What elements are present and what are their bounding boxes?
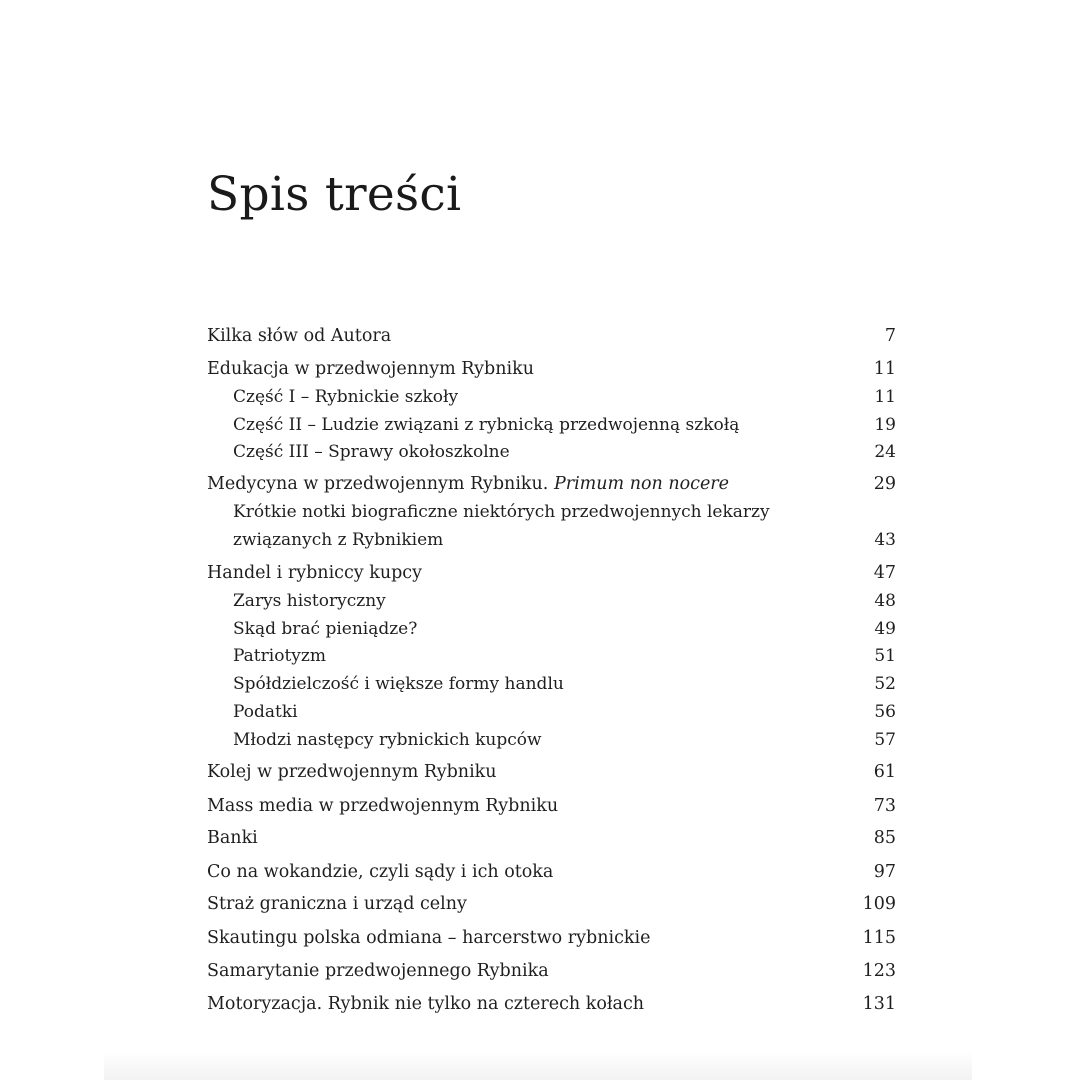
toc-entry-title: Część III – Sprawy okołoszkolne (233, 442, 510, 462)
toc-entry-title: Edukacja w przedwojennym Rybniku (207, 359, 534, 379)
toc-entry-page: 51 (874, 646, 896, 666)
toc-entry-page: 48 (874, 591, 896, 611)
toc-entry (207, 957, 896, 985)
toc-entry (207, 559, 896, 587)
toc-entry-title: Zarys historyczny (233, 591, 386, 611)
toc-entry-title: Straż graniczna i urząd celny (207, 894, 467, 914)
toc-entry-title: Krótkie notki biograficzne niektórych przedwojennych lekarzy (233, 502, 770, 522)
toc-entry-title: związanych z Rybnikiem (233, 530, 444, 550)
toc-subentry (233, 726, 896, 754)
page-bottom-shadow (104, 1052, 972, 1080)
toc-entry-title: Banki (207, 828, 258, 848)
toc-entry-title: Motoryzacja. Rybnik nie tylko na czterech kołach (207, 994, 645, 1014)
toc-entry-page: 97 (873, 862, 896, 882)
toc-entry-page: 61 (873, 762, 896, 782)
toc-entry-page: 49 (874, 619, 896, 639)
toc-subentry (233, 383, 896, 411)
toc-subentry (233, 411, 896, 439)
toc-entry (207, 924, 896, 952)
toc-entry-page: 11 (874, 387, 896, 407)
toc-subentry (233, 615, 896, 643)
toc-entry (207, 322, 896, 350)
toc-subentry (233, 526, 896, 554)
toc-entry (207, 858, 896, 886)
toc-entry-page: 73 (873, 796, 896, 816)
toc-subentry (233, 670, 896, 698)
toc-entry-page: 131 (862, 994, 896, 1014)
toc-entry-title-regular: Medycyna w przedwojennym Rybniku. (207, 474, 549, 494)
toc-entry-title: Kilka słów od Autora (207, 326, 392, 346)
toc-entry-page: 109 (862, 894, 896, 914)
toc-subentry (233, 438, 896, 466)
toc-entry-title: Mass media w przedwojennym Rybniku (207, 796, 559, 816)
toc-entry-title: Samarytanie przedwojennego Rybnika (207, 961, 549, 981)
toc-entry-page: 47 (873, 563, 896, 583)
toc-entry-title: Młodzi następcy rybnickich kupców (233, 730, 542, 750)
toc-entry-page: 7 (884, 326, 896, 346)
toc-entry-title: Skautingu polska odmiana – harcerstwo rybnickie (207, 928, 651, 948)
toc-entry-page: 19 (874, 415, 896, 435)
toc-entry-page: 123 (862, 961, 896, 981)
toc-subentry (233, 587, 896, 615)
toc-entry-title: Kolej w przedwojennym Rybniku (207, 762, 497, 782)
toc-entry-title: Co na wokandzie, czyli sądy i ich otoka (207, 862, 554, 882)
toc-entry-page: 29 (873, 474, 896, 494)
toc-entry (207, 470, 896, 498)
toc-entry-title: Część I – Rybnickie szkoły (233, 387, 459, 407)
toc-entry (207, 890, 896, 918)
toc-entry (207, 824, 896, 852)
toc-entry-title-italic: Primum non nocere (553, 474, 730, 494)
toc-entry-page: 56 (874, 702, 896, 722)
toc-entry (207, 990, 896, 1018)
toc-entry (207, 758, 896, 786)
toc-entry-page: 43 (874, 530, 896, 550)
toc-subentry (233, 698, 896, 726)
toc-entry-title: Patriotyzm (233, 646, 326, 666)
toc-entry (207, 355, 896, 383)
toc-entry-title: Spółdzielczość i większe formy handlu (233, 674, 564, 694)
toc-subentry (233, 642, 896, 670)
toc-entry-page: 52 (874, 674, 896, 694)
toc-entry-page: 11 (873, 359, 896, 379)
toc-subentry (233, 498, 896, 526)
toc-entry-page: 24 (874, 442, 896, 462)
toc-entry-page: 115 (862, 928, 896, 948)
toc-entry-title: Handel i rybniccy kupcy (207, 563, 422, 583)
toc-entry-title: Podatki (233, 702, 298, 722)
toc-entry-page: 85 (873, 828, 896, 848)
page-title: Spis treści (207, 167, 462, 222)
toc-entry-page: 57 (874, 730, 896, 750)
toc-entry-title: Skąd brać pieniądze? (233, 619, 418, 639)
toc-entry-title (207, 470, 729, 498)
toc-entry (207, 792, 896, 820)
toc-entry-title: Część II – Ludzie związani z rybnicką przedwojenną szkołą (233, 415, 740, 435)
